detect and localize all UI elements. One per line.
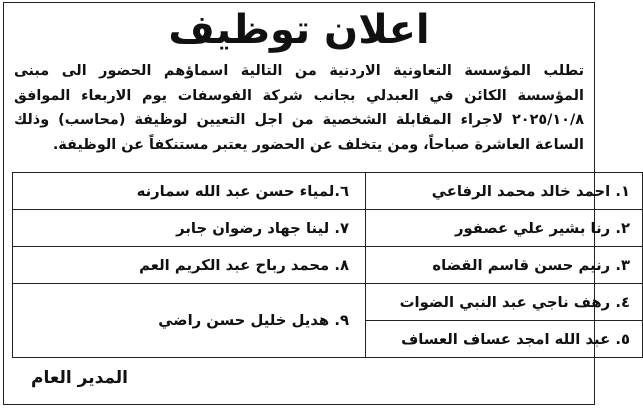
- job-advertisement: [3, 2, 630, 405]
- candidate-name: ٦.لمياء حسن عبد الله سمارنه: [13, 173, 366, 210]
- candidates-table: [12, 172, 643, 358]
- candidate-name: ٩. هديل خليل حسن راضي: [13, 284, 366, 358]
- candidate-name: ٣. رنيم حسن قاسم القضاه: [366, 247, 643, 284]
- table-row: [13, 173, 643, 210]
- candidate-name: ٧. لينا جهاد رضوان جابر: [13, 210, 366, 247]
- candidate-name: ٤. رهف ناجي عبد النبي الضوات: [366, 284, 643, 321]
- ad-title: اعلان توظيف: [168, 7, 430, 53]
- candidate-name: ٨. محمد رباح عبد الكريم العم: [13, 247, 366, 284]
- ad-body-text: تطلب المؤسسة التعاونية الاردنية من التالية اسماؤهم الحضور الى مبنى المؤسسة الكائن في العبدلي بجانب شركة الفوسفات يوم الاربعاء الموافق ٢٠٢٥/١٠/٨ لاجراء المقابلة الشخصية من اجل التعيين لوظيفة (محاسب) وذلك الساعة العاشرة صباحاً، ومن يتخلف عن الحضور يعتبر مستنكفاً عن الوظيفة.: [14, 63, 584, 153]
- table-row: [13, 210, 643, 247]
- candidate-name: ٥. عبد الله امجد عساف العساف: [366, 321, 643, 358]
- table-row: [13, 284, 643, 321]
- signature-title: المدير العام: [31, 368, 128, 388]
- candidate-name: ٢. رنا بشير علي عصفور: [366, 210, 643, 247]
- candidate-name: ١. احمد خالد محمد الرفاعي: [366, 173, 643, 210]
- table-row: [13, 247, 643, 284]
